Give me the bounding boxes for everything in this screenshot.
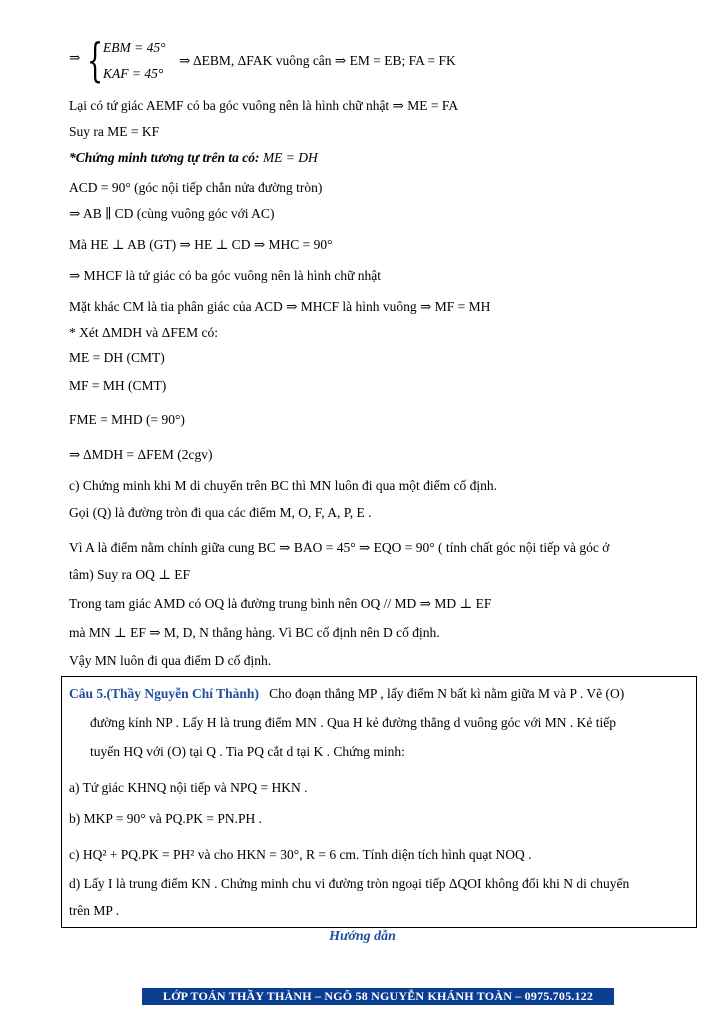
- guide-heading: Hướng dẫn: [329, 929, 396, 944]
- similar-proof-equation: ME = DH: [262, 150, 318, 165]
- text-line: Gọi (Q) là đường tròn đi qua các điểm M, O, F, A, P, E .: [69, 505, 372, 520]
- text-line: ACD = 90° (góc nội tiếp chắn nửa đường tròn): [69, 180, 323, 195]
- equation-system: [69, 34, 589, 86]
- text-line: ME = DH (CMT): [69, 350, 165, 365]
- problem-text: Cho đoạn thẳng MP , lấy điểm N bất kì nằm giữa M và P . Vẽ (O): [269, 686, 625, 701]
- text-line: Mà HE ⊥ AB (GT) ⇒ HE ⊥ CD ⇒ MHC = 90°: [69, 237, 333, 252]
- problem-box: [61, 676, 697, 928]
- text-line: Suy ra ME = KF: [69, 124, 160, 139]
- left-brace: {: [87, 33, 104, 87]
- problem-part-b: b) MKP = 90° và PQ.PK = PN.PH .: [69, 811, 263, 826]
- problem-line-1: [69, 685, 624, 703]
- text-line: ⇒ ΔMDH = ΔFEM (2cgv): [69, 447, 213, 462]
- text-line: ⇒ MHCF là tứ giác có ba góc vuông nên là hình chữ nhật: [69, 268, 382, 283]
- text-line: tâm) Suy ra OQ ⊥ EF: [69, 567, 191, 582]
- text-line: Vậy MN luôn đi qua điểm D cố định.: [69, 653, 272, 668]
- problem-line: trên MP .: [69, 903, 120, 918]
- text-line: Vì A là điểm nằm chính giữa cung BC ⇒ BAO = 45° ⇒ EQO = 90° ( tính chất góc nội tiếp và góc ở: [69, 540, 610, 555]
- text-line: mà MN ⊥ EF ⇒ M, D, N thẳng hàng. Vì BC cố định nên D cố định.: [69, 625, 440, 640]
- problem-line: tuyến HQ với (O) tại Q . Tia PQ cắt d tại K . Chứng minh:: [90, 744, 405, 759]
- problem-part-d: d) Lấy I là trung điểm KN . Chứng minh chu vi đường tròn ngoại tiếp ΔQOI không đổi khi N di chuyển: [69, 876, 630, 891]
- problem-line: đường kính NP . Lấy H là trung điểm MN . Qua H kẻ đường thẳng d vuông góc với MN . Kẻ tiếp: [90, 715, 616, 730]
- text-line: Lại có tứ giác AEMF có ba góc vuông nên là hình chữ nhật ⇒ ME = FA: [69, 98, 459, 113]
- text-line: FME = MHD (= 90°): [69, 412, 185, 427]
- text-line: Trong tam giác AMD có OQ là đường trung bình nên OQ // MD ⇒ MD ⊥ EF: [69, 596, 492, 611]
- system-conclusion: ⇒ ΔEBM, ΔFAK vuông cân ⇒ EM = EB; FA = FK: [179, 53, 456, 68]
- text-line: Mặt khác CM là tia phân giác của ACD ⇒ MHCF là hình vuông ⇒ MF = MH: [69, 299, 491, 314]
- problem-part-c: c) HQ² + PQ.PK = PH² và cho HKN = 30°, R = 6 cm. Tính diện tích hình quạt NOQ .: [69, 847, 532, 862]
- text-line: c) Chứng minh khi M di chuyển trên BC thì MN luôn đi qua một điểm cố định.: [69, 478, 498, 493]
- similar-proof-line: [69, 149, 318, 167]
- system-row-2: KAF = 45°: [103, 66, 164, 81]
- page-footer: LỚP TOÁN THẦY THÀNH – NGÕ 58 NGUYỄN KHÁNH TOÀN – 0975.705.122: [142, 988, 614, 1005]
- text-line: * Xét ΔMDH và ΔFEM có:: [69, 325, 218, 340]
- similar-proof-label: *Chứng minh tương tự trên ta có:: [69, 150, 260, 165]
- system-row-1: EBM = 45°: [103, 40, 166, 55]
- implies-arrow: ⇒: [69, 50, 81, 65]
- text-line: MF = MH (CMT): [69, 378, 167, 393]
- problem-part-a: a) Tứ giác KHNQ nội tiếp và NPQ = HKN .: [69, 780, 308, 795]
- text-line: ⇒ AB ∥ CD (cùng vuông góc với AC): [69, 206, 275, 221]
- problem-title: Câu 5.(Thầy Nguyễn Chí Thành): [69, 686, 259, 701]
